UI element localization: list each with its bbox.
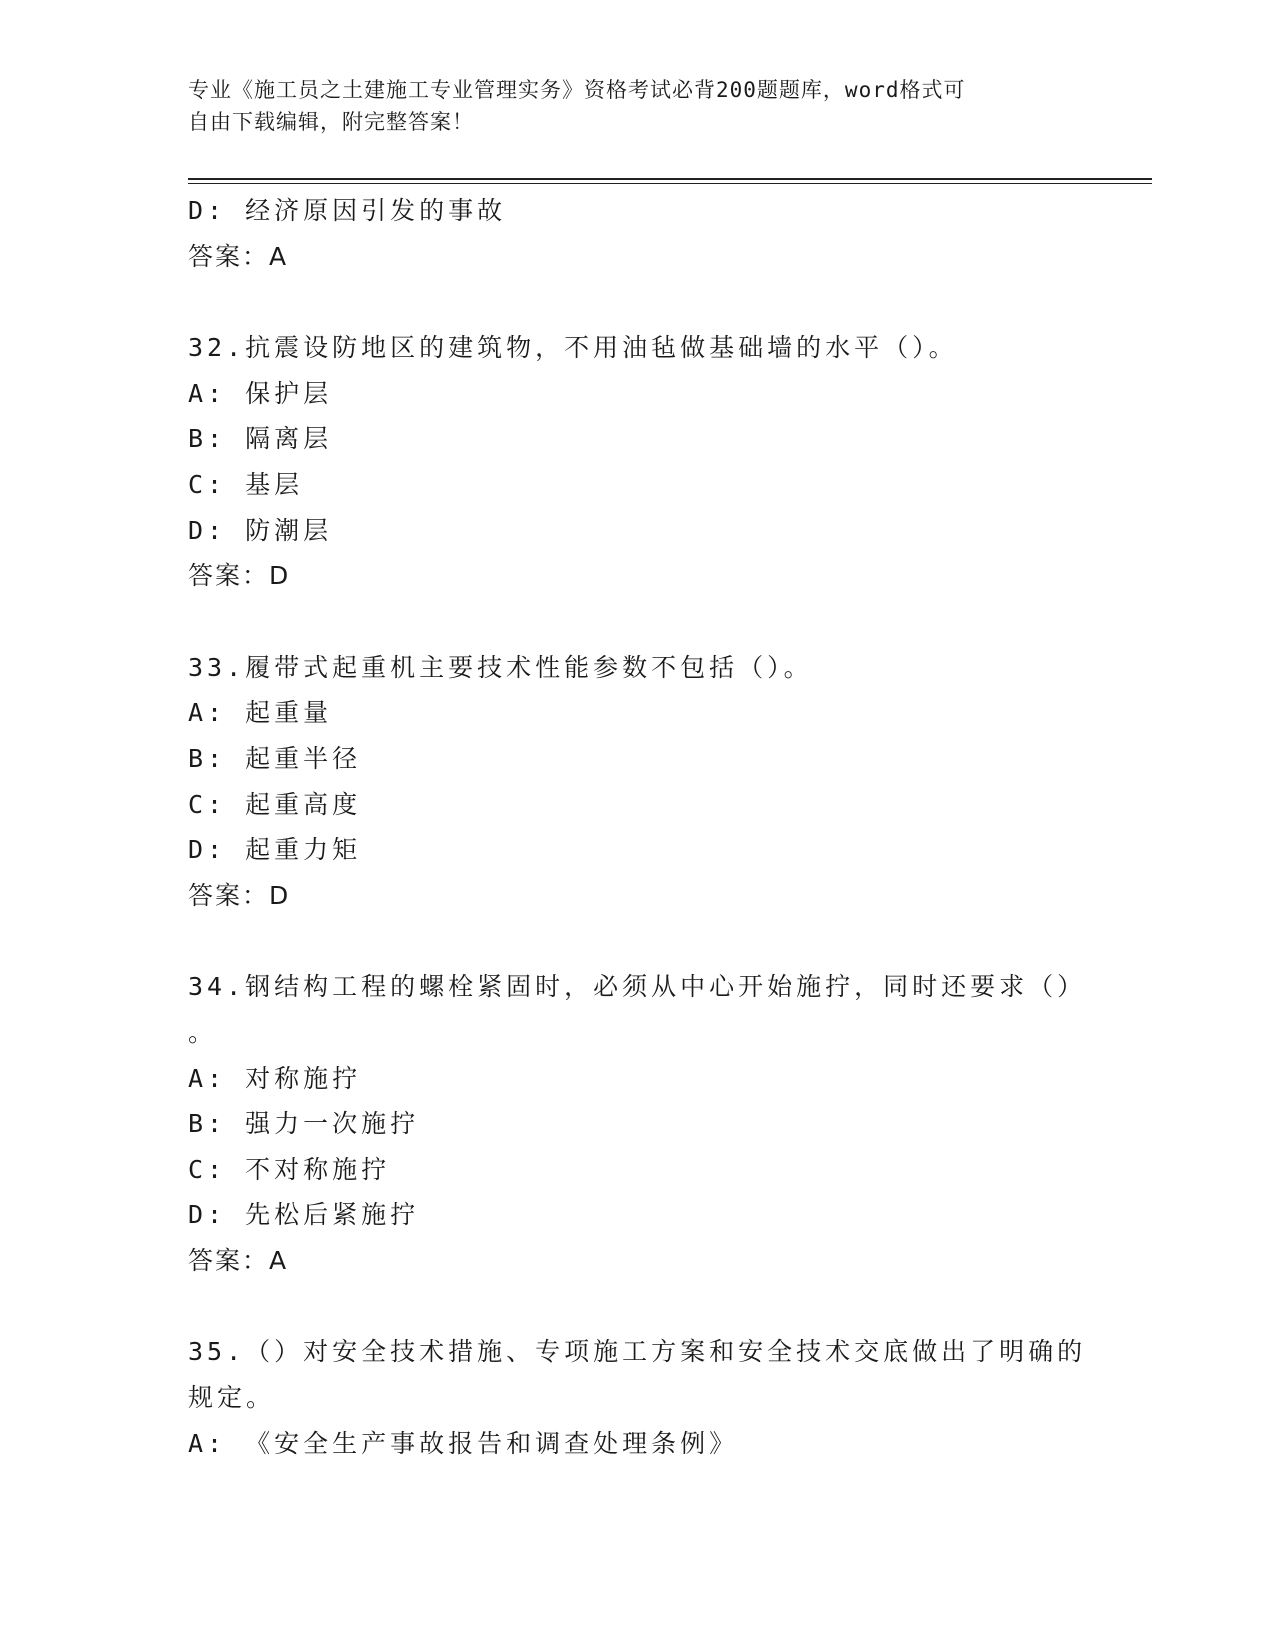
header-line-2: 自由下载编辑，附完整答案！ [188, 110, 474, 134]
option-c: C: 起重高度 [188, 789, 362, 819]
question-stem-line-1: 35.（）对安全技术措施、专项施工方案和安全技术交底做出了明确的 [188, 1337, 1087, 1367]
question-35 [188, 1329, 1088, 1466]
question-31-tail [188, 188, 1088, 279]
option-a: A: 起重量 [188, 698, 333, 728]
question-32 [188, 325, 1088, 599]
option-b: B: 隔离层 [188, 424, 333, 454]
question-stem: 32.抗震设防地区的建筑物，不用油毡做基础墙的水平（）。 [188, 333, 958, 363]
answer-line: 答案：D [188, 880, 291, 910]
answer-line: 答案：A [188, 241, 289, 271]
option-d: D: 起重力矩 [188, 835, 362, 865]
option-d: D: 先松后紧施拧 [188, 1200, 420, 1230]
option-c: C: 不对称施拧 [188, 1154, 391, 1184]
option-a: A: 《安全生产事故报告和调查处理条例》 [188, 1428, 739, 1458]
option-c: C: 基层 [188, 469, 304, 499]
question-stem-line-2: 。 [188, 1017, 218, 1047]
header-line-1: 专业《施工员之土建施工专业管理实务》资格考试必背200题题库，word格式可 [188, 78, 966, 102]
question-stem-line-1: 34.钢结构工程的螺栓紧固时，必须从中心开始施拧，同时还要求（） [188, 972, 1087, 1002]
option-d: D: 经济原因引发的事故 [188, 196, 507, 225]
answer-line: 答案：A [188, 1245, 289, 1275]
answer-line: 答案：D [188, 561, 291, 591]
question-stem-line-2: 规定。 [188, 1383, 276, 1413]
option-a: A: 保护层 [188, 378, 333, 408]
question-34 [188, 964, 1088, 1283]
option-d: D: 防潮层 [188, 515, 333, 545]
question-stem: 33.履带式起重机主要技术性能参数不包括（）。 [188, 652, 813, 682]
question-33 [188, 645, 1088, 919]
option-a: A: 对称施拧 [188, 1063, 362, 1093]
option-b: B: 起重半径 [188, 743, 362, 773]
header-divider-thin [188, 183, 1152, 184]
header-divider-thick [188, 178, 1152, 180]
question-list [188, 188, 1088, 1466]
document-header [188, 74, 1068, 138]
option-b: B: 强力一次施拧 [188, 1109, 420, 1139]
